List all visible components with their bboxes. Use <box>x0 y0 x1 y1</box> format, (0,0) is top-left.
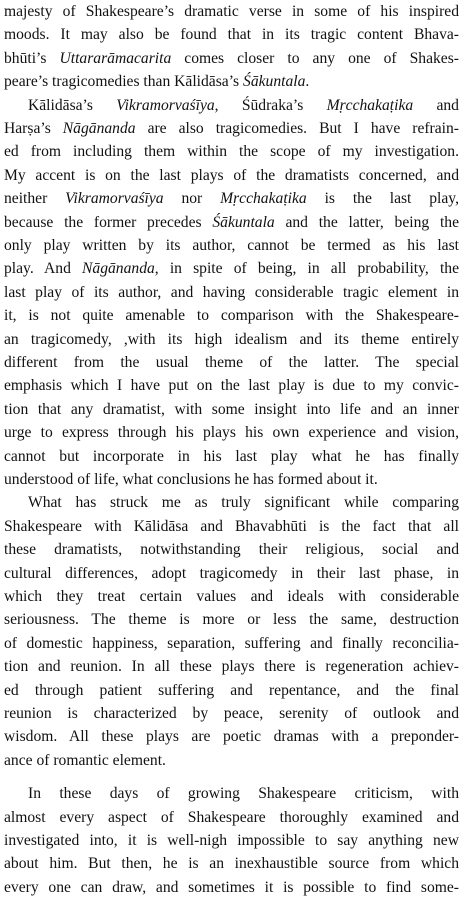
text-line <box>4 608 459 631</box>
text-run: are also tragicomedies. But I have refrain- <box>135 120 459 137</box>
text-line <box>4 829 459 852</box>
text-run: tion and reunion. In all these plays there is regeneration achiev- <box>4 658 459 676</box>
text-line <box>4 538 459 561</box>
text-line <box>4 398 459 421</box>
text-run: urge to express through his plays his own experience and vision, <box>4 424 459 442</box>
text-run: is the last play, <box>306 190 459 208</box>
text-run: which they treat certain values and ideals with considerable <box>4 588 459 605</box>
text-run: only play written by its author, cannot be termed as his last <box>4 237 459 254</box>
text-run: play. And <box>4 260 83 278</box>
text-run: these dramatists, notwithstanding their religious, social and <box>4 541 459 559</box>
text-line <box>28 94 459 117</box>
text-run: Kālidāsa’s <box>28 96 117 114</box>
italic-title: Śākuntala <box>212 213 275 231</box>
text-line <box>4 374 459 397</box>
text-run: What has struck me as truly significant while comparing <box>28 494 459 512</box>
text-line <box>4 585 459 608</box>
italic-title: Uttararāmacarita <box>59 49 172 67</box>
text-run: Harṣa’s <box>4 120 63 137</box>
text-line <box>4 164 459 187</box>
text-line <box>4 187 459 210</box>
text-line <box>4 655 459 678</box>
text-run: wisdom. All these plays are poetic dramas with a preponder- <box>4 728 459 746</box>
text-line <box>4 234 459 257</box>
text-run: of domestic happiness, separation, suffering and finally reconcilia- <box>4 634 459 652</box>
text-run: every one can draw, and sometimes it is possible to find some- <box>4 878 459 896</box>
text-run: tion that any dramatist, with some insight into life and an inner <box>4 400 459 418</box>
italic-title: Mṛcchakaṭika <box>220 190 307 208</box>
text-line <box>4 351 459 374</box>
text-run: . <box>305 73 310 91</box>
text-run: about him. But then, he is an inexhaustible source from which <box>4 855 459 873</box>
text-run: and <box>413 96 459 114</box>
text-run: majesty of Shakespeare’s dramatic verse in some of his inspired <box>4 3 459 20</box>
text-run: last play of its author, and having considerable tragic element in <box>4 283 459 301</box>
text-run: an tragicomedy, ,with its high idealism and its theme entirely <box>4 330 459 348</box>
text-line <box>4 632 459 655</box>
text-line <box>28 782 459 805</box>
italic-title: Śākuntala <box>243 73 306 91</box>
text-run: comes closer to any one of Shakes- <box>171 49 459 67</box>
text-run: nor <box>163 190 221 208</box>
text-run: because the former precedes <box>4 213 213 231</box>
text-line <box>4 852 459 875</box>
italic-title: Mṛcchakaṭika <box>326 96 414 114</box>
text-line <box>4 468 459 491</box>
text-line <box>4 421 459 444</box>
text-line <box>4 328 459 351</box>
text-run: neither <box>4 190 66 208</box>
text-run: bhūti’s <box>4 49 60 67</box>
italic-title: Nāgānanda <box>82 260 155 278</box>
text-line <box>4 562 459 585</box>
text-line <box>4 725 459 748</box>
text-run: In these days of growing Shakespeare criticism, with <box>28 785 459 803</box>
text-run: almost every aspect of Shakespeare thoroughly examined and <box>4 808 459 826</box>
text-run: reunion is characterized by peace, serenity of outlook and <box>4 705 459 722</box>
text-run: investigated into, it is well-nigh impossible to say anything new <box>4 832 459 849</box>
text-line <box>4 445 459 468</box>
text-line <box>4 23 459 46</box>
text-line <box>4 876 459 899</box>
text-run: ed through patient suffering and repentance, and the final <box>4 681 459 699</box>
text-line <box>4 281 459 304</box>
text-line <box>4 515 459 538</box>
text-run: Shakespeare with Kālidāsa and Bhavabhūti is the fact that all <box>4 517 459 535</box>
text-line <box>4 211 459 234</box>
text-run: cannot but incorporate in his last play what he has finally <box>4 447 459 465</box>
text-run: , in spite of being, in all probability, the <box>154 260 460 278</box>
text-run: different from the usual theme of the latter. The special <box>4 354 459 371</box>
text-line <box>28 491 459 514</box>
text-run: peare’s tragicomedies than Kālidāsa’s <box>4 73 244 91</box>
text-line <box>4 702 459 725</box>
text-line <box>4 806 459 829</box>
text-line <box>4 679 459 702</box>
text-run: My accent is on the last plays of the dramatists concerned, and <box>4 166 459 184</box>
text-line <box>4 117 459 140</box>
text-run: understood of life, what conclusions he has formed about it. <box>4 471 378 488</box>
text-run: cultural differences, adopt tragicomedy in their last phase, in <box>4 564 459 582</box>
text-run: it, is not quite amenable to comparison with the Shakespeare- <box>4 307 459 325</box>
text-run: seriousness. The theme is more or less the same, destruction <box>4 611 459 629</box>
text-run: ed from including them within the scope of my investigation. <box>4 143 459 161</box>
text-line <box>4 47 459 70</box>
text-line <box>4 0 459 23</box>
italic-title: Vikramorvaśīya <box>65 190 164 208</box>
text-line <box>4 70 459 93</box>
text-line <box>4 304 459 327</box>
text-run: and the latter, being the <box>274 213 459 231</box>
text-run: , Śūdraka’s <box>214 96 327 114</box>
text-run: emphasis which I have put on the last play is due to my convic- <box>4 377 459 395</box>
text-line <box>4 140 459 163</box>
italic-title: Nāgānanda <box>62 120 136 137</box>
italic-title: Vikramorvaśīya <box>116 96 215 114</box>
text-line <box>4 257 459 280</box>
text-run: moods. It may also be found that in its tragic content Bhava- <box>4 26 459 44</box>
text-line <box>4 749 459 772</box>
text-run: ance of romantic element. <box>4 751 166 769</box>
